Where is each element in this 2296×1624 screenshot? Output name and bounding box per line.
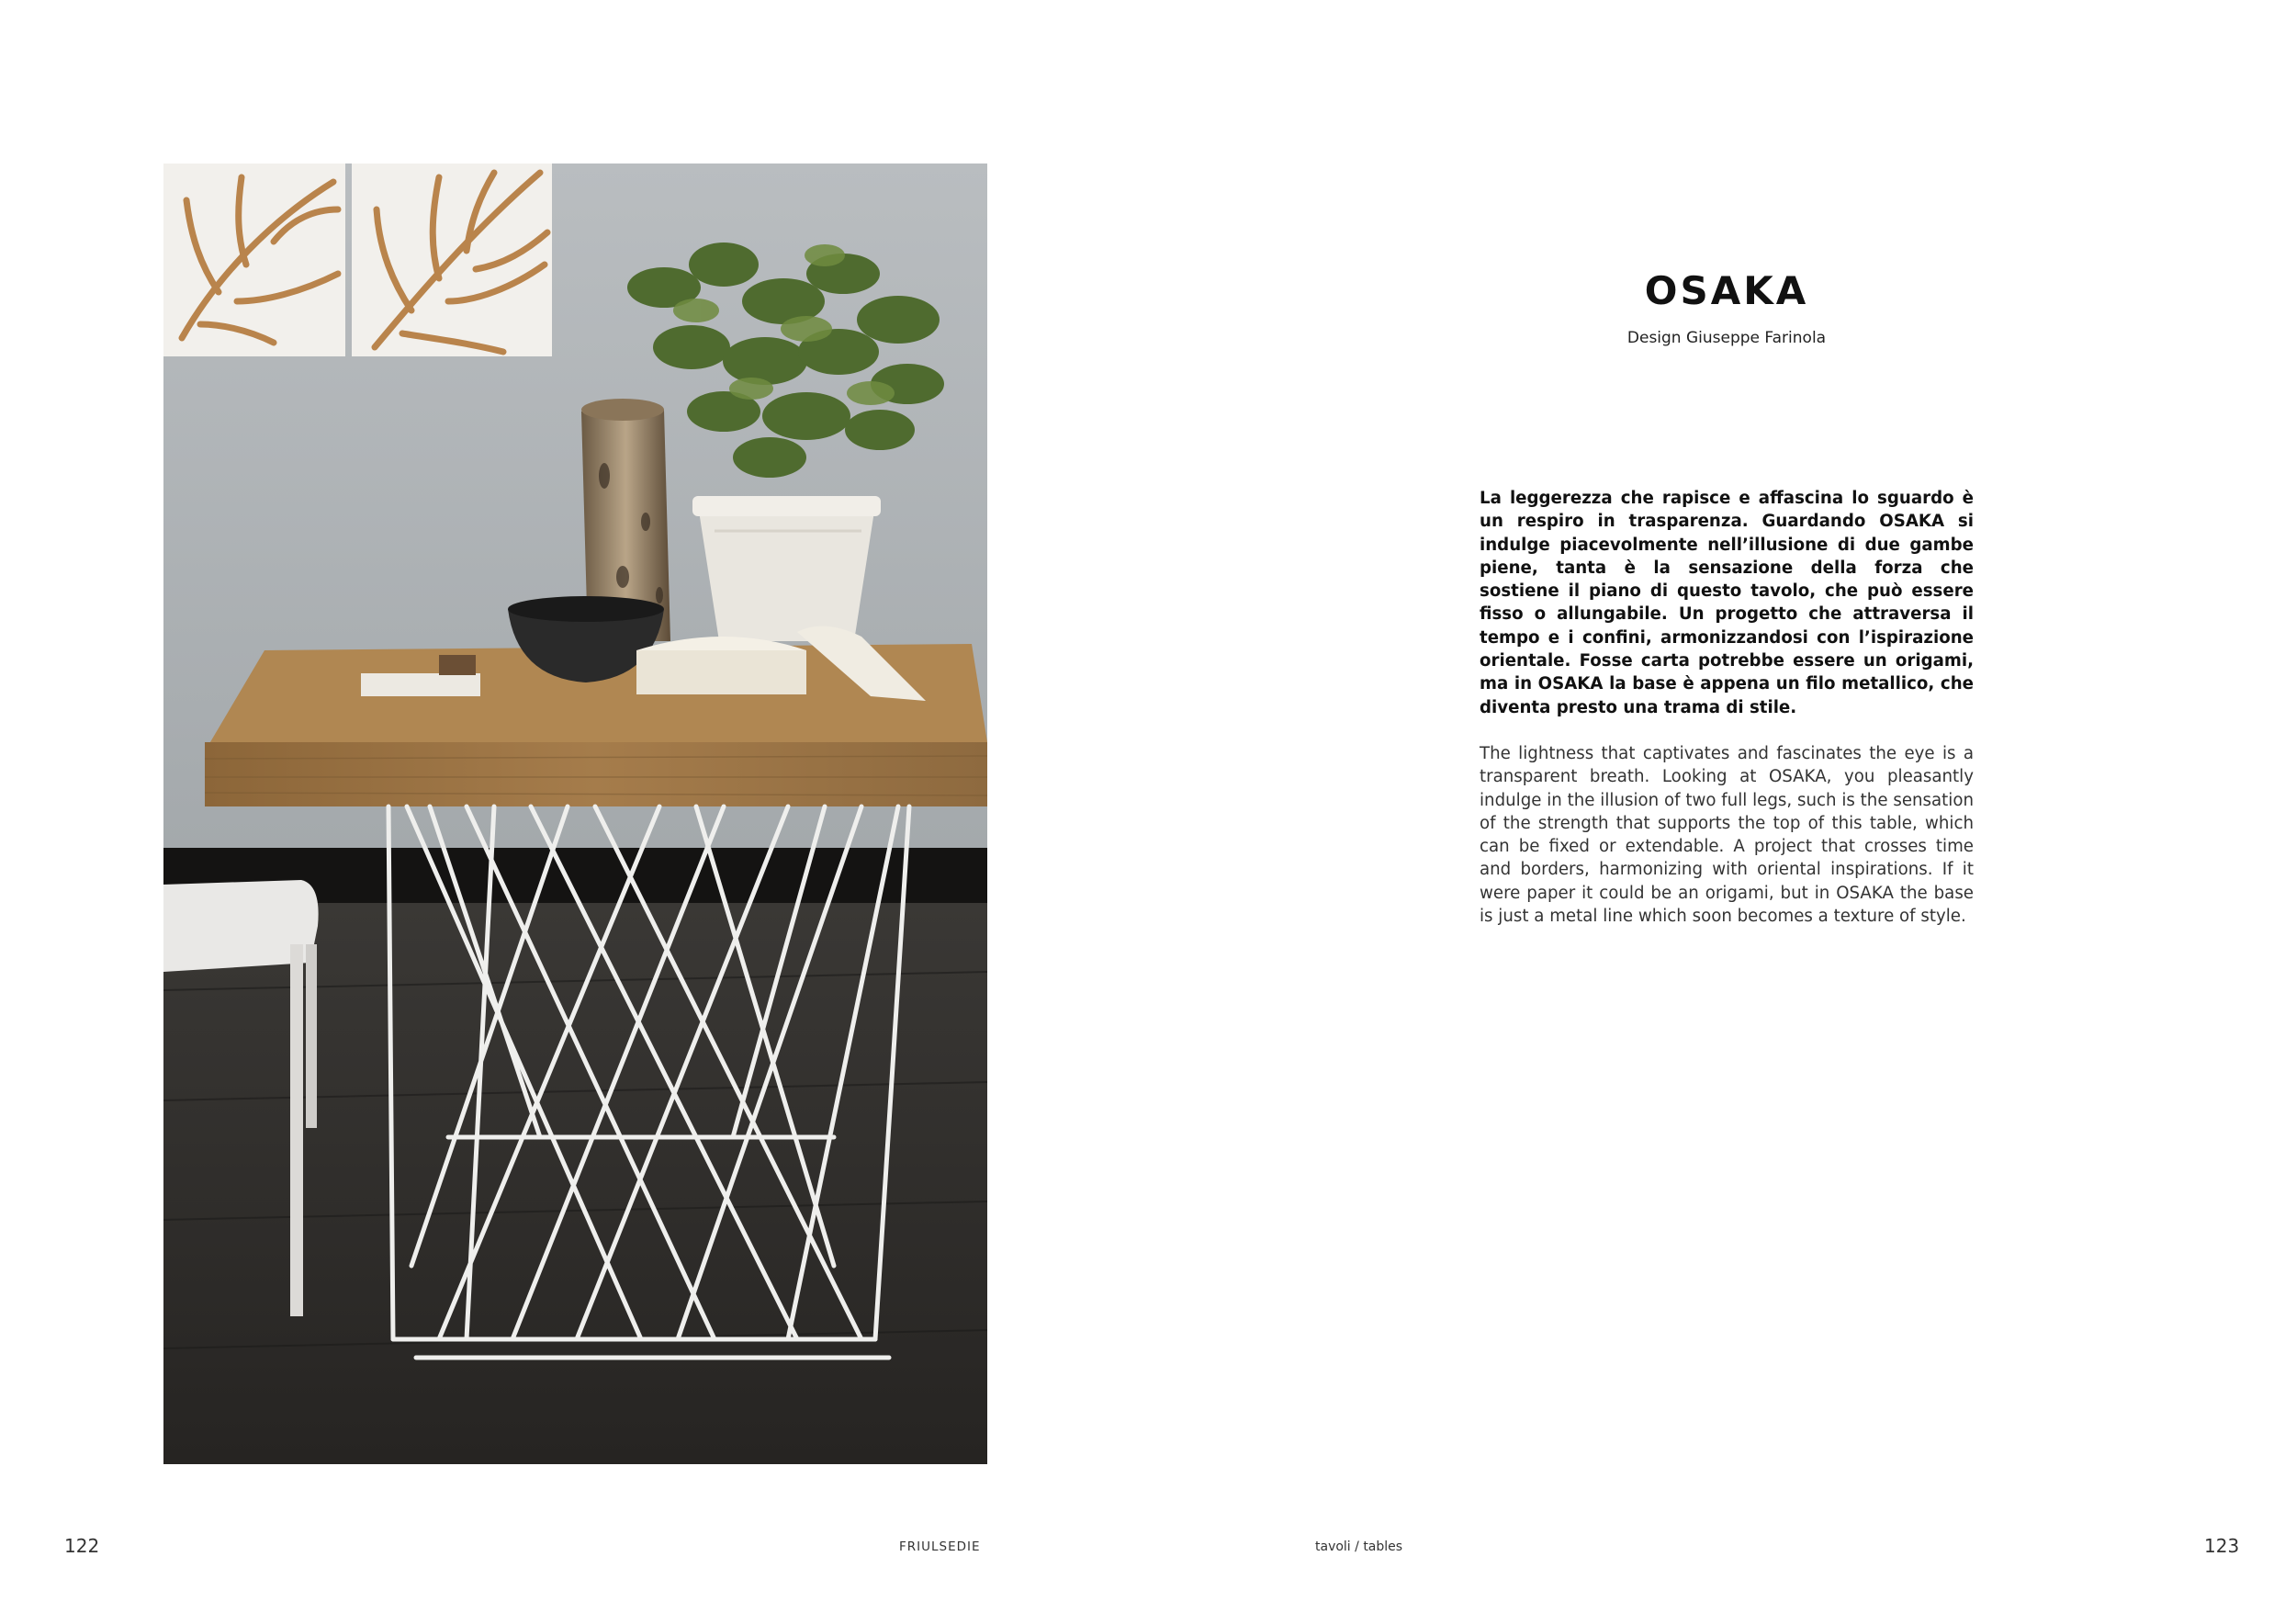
- description-english: The lightness that captivates and fascinates the eye is a transparent breath. Looking at OSAKA, you pleasantly indulge in the illusion of two full legs, such is the sensation of the strength that supports the top of this table, which can be fixed or extendable. A project that crosses time and borders, harmonizing with oriental inspirations. If it were paper it could be an origami, but in OSAKA the base is just a metal line which soon becomes a texture of style.: [1480, 744, 1974, 927]
- page-number-left: 122: [64, 1535, 100, 1557]
- page-number-right: 123: [2204, 1535, 2240, 1557]
- product-photo: [163, 164, 987, 1464]
- product-title: OSAKA: [1644, 268, 1809, 313]
- description-italian: La leggerezza che rapisce e affascina lo sguardo è un respiro in trasparenza. Guardando OSAKA si indulge piacevolmente nell’illusione di due gambe piene, tanta è la sensazione della forza che sostiene il piano di questo tavolo, che può essere fisso o allungabile. Un progetto che attraversa il tempo e i confini, armonizzandosi con l’ispirazione orientale. Fosse carta potrebbe essere un origami, ma in OSAKA la base è appena un filo metallico, che diventa presto una trama di stile.: [1480, 489, 1974, 717]
- designer-credit: Design Giuseppe Farinola: [1626, 329, 1827, 347]
- wall-art: [163, 164, 552, 356]
- brand-name: FRIULSEDIE: [899, 1539, 981, 1554]
- section-label: tavoli / tables: [1315, 1539, 1403, 1554]
- product-photo-illustration: [163, 164, 987, 1464]
